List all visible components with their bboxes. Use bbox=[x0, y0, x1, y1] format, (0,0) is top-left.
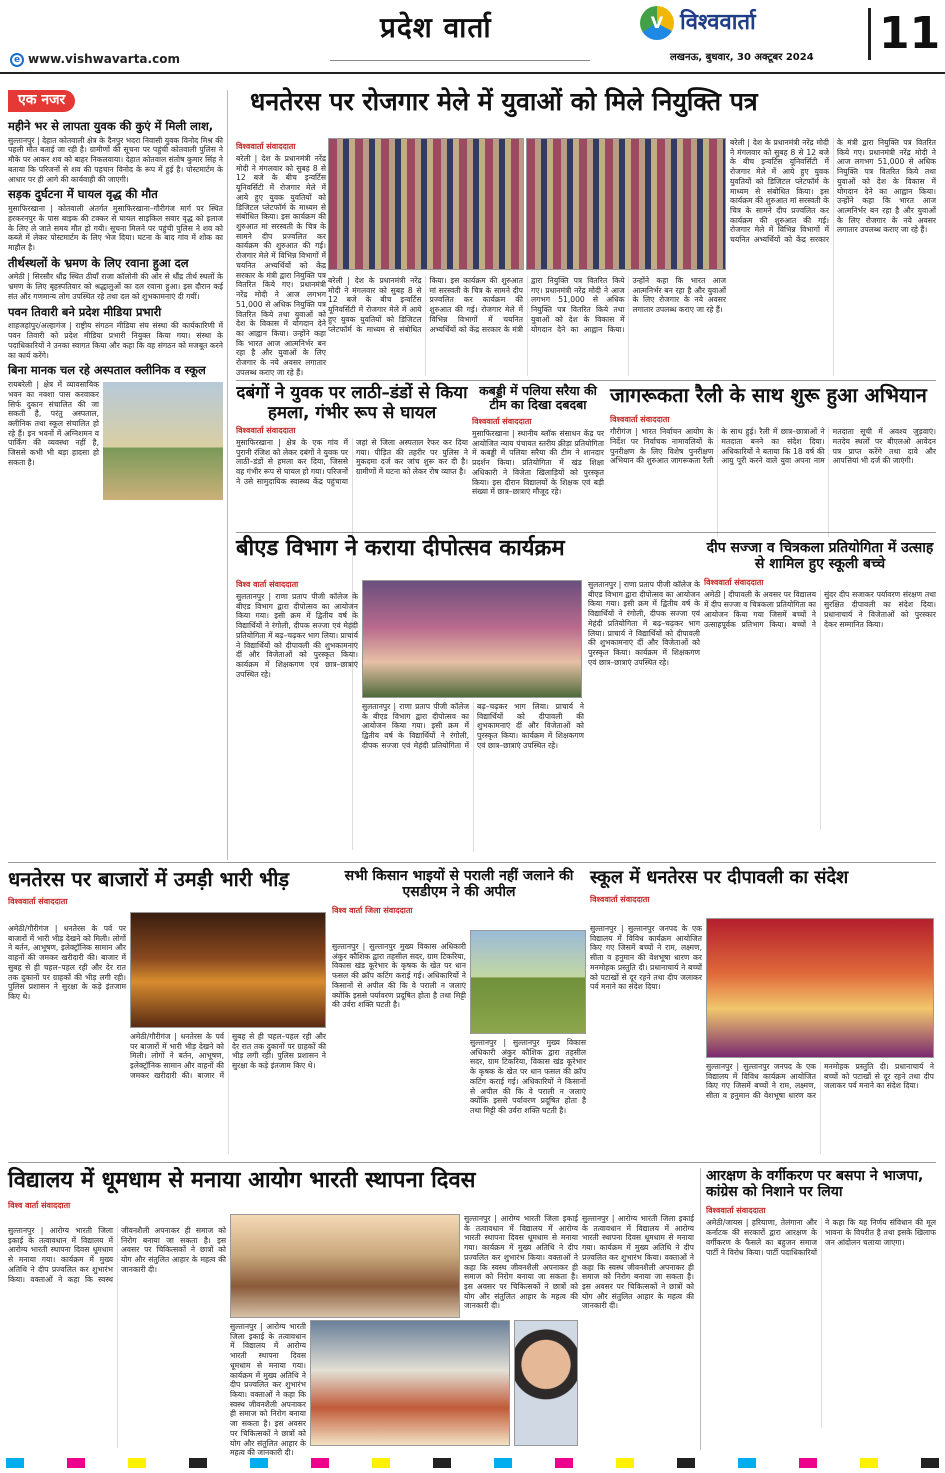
story-school-text-cont: सुल्तानपुर | सुल्तानपुर जनपद के एक विद्यालय में विविध कार्यक्रम आयोजित किए गए जिसमें बच्चों ने राम, लक्ष्मण, सीता व हनुमान की वेशभूषा धारण कर मनमोहक प्रस्तुति दी। प्रधानाचार्य ने बच्चों को पटाखों से दूर रहने तथा दीप जलाकर पर्व मनाने का संदेश दिया। bbox=[706, 1062, 934, 1101]
story-text: अमेठी | दीपावली के अवसर पर विद्यालय में दीप सज्जा व चित्रकला प्रतियोगिता का आयोजन किया गया जिसमें बच्चों ने उत्साहपूर्वक प्रतिभाग किया। बच्चों ने सुंदर दीप सजाकर पर्यावरण संरक्षण तथा सुरक्षित दीपावली का संदेश दिया। प्रधानाचार्य ने विजेताओं को पुरस्कार देकर सम्मानित किया। bbox=[704, 590, 936, 629]
section-divider bbox=[330, 60, 590, 61]
story-bed-text: सुलतानपुर | राणा प्रताप पीजी कॉलेज के बीएड विभाग द्वारा दीपोत्सव का आयोजन किया गया। इसी क्रम में द्वितीय वर्ष के विद्यार्थियों ने रंगोली, दीपक सज्जा एवं मेहंदी प्रतियोगिता में बढ़–चढ़कर भाग लिया। प्राचार्य ने विद्यार्थियों को दीपावली की शुभकामनाएं दीं और विजेताओं को पुरस्कृत किया। कार्यक्रम में शिक्षकगण एवं छात्र–छात्राएं उपस्थित रहे। bbox=[236, 592, 359, 679]
job-fair-queue-photo bbox=[526, 138, 726, 270]
story-headline: आरक्षण के वर्गीकरण पर बसपा ने भाजपा, कांग्रेस को निशाने पर लिया bbox=[706, 1168, 924, 1201]
hospital-building-photo bbox=[103, 382, 223, 500]
story-ayog-text: सुल्तानपुर | आरोग्य भारती जिला इकाई के तत्वावधान में विद्यालय में आरोग्य भारती स्थापना दिवस धूमधाम से मनाया गया। कार्यक्रम में मुख्य अतिथि ने दीप प्रज्वलित कर शुभारंभ किया। वक्ताओं ने कहा कि स्वस्थ जीवनशैली अपनाकर ही समाज को निरोग बनाया जा सकता है। इस अवसर पर चिकित्सकों ने छात्रों को योग और संतुलित आहार के महत्व की जानकारी दी। bbox=[8, 1226, 226, 1284]
magenta-swatch bbox=[555, 1458, 573, 1468]
speaker-portrait-photo bbox=[514, 1320, 578, 1446]
story-byline: विश्व वार्ता संवाददाता bbox=[8, 1201, 71, 1211]
story-text: मुसाफिरखाना | स्थानीय ब्लॉक संसाधन केंद्र पर आयोजित न्याय पंचायत स्तरीय क्रीड़ा प्रतियोगिता में कबड्डी में पलिया सरैया की टीम ने शानदार प्रदर्शन किया। प्रतियोगिता में खंड शिक्षा अधिकारी ने विजेता खिलाड़ियों को पुरस्कृत किया। इस दौरान विद्यालयों के शिक्षक एवं बड़ी संख्या में छात्र–छात्राएं मौजूद रहे। bbox=[472, 428, 604, 497]
ek-najar-label: एक नजर bbox=[8, 90, 75, 112]
magenta-swatch bbox=[67, 1458, 85, 1468]
page-number: 11 bbox=[868, 8, 940, 60]
cyan-swatch bbox=[494, 1458, 512, 1468]
story-text: अमेठी/जायस | हरियाणा, तेलंगाना और कर्नाटक की सरकारों द्वारा आरक्षण के वर्गीकरण के फैसले का बहुजन समाज पार्टी ने विरोध किया। पार्टी पदाधिकारियों ने कहा कि यह निर्णय संविधान की मूल भावना के विपरीत है तथा इसके खिलाफ जन आंदोलन चलाया जाएगा। bbox=[706, 1218, 936, 1257]
story-headline: बीएड विभाग ने कराया दीपोत्सव कार्यक्रम bbox=[236, 536, 565, 561]
sidebar-story bbox=[8, 188, 223, 252]
story-byline: विश्व वार्ता जिला संवाददाता bbox=[332, 906, 413, 916]
story-headline: दीप सज्जा व चित्रकला प्रतियोगिता में उत्साह से शामिल हुए स्कूली बच्चे bbox=[706, 540, 934, 573]
sidebar-headline: पवन तिवारी बने प्रदेश मीडिया प्रभारी bbox=[8, 304, 162, 319]
story-headline: सभी किसान भाइयों से पराली नहीं जलाने की एसडीएम ने की अपील bbox=[344, 868, 574, 901]
page-header bbox=[0, 0, 945, 74]
crop-cutting-field-photo bbox=[470, 930, 586, 1034]
sidebar-text: रायबरेली | क्षेत्र में व्यावसायिक भवन का नक्शा पास करवाकर सिर्फ दुकान संचालित की जा सकती है, परंतु अस्पताल, क्लीनिक तथा स्कूल संचालित हो रहे हैं। इन भवनों में अग्निशमन व पार्किंग की व्यवस्था नहीं है, जिससे कभी भी बड़ा हादसा हो सकता है। bbox=[8, 380, 99, 467]
story-headline: कबड्डी में पलिया सरैया की टीम का दिखा दबदबा bbox=[479, 383, 597, 413]
story-headline: धनतेरस पर बाजारों में उमड़ी भारी भीड़ bbox=[8, 867, 290, 891]
print-registration-strip bbox=[0, 1452, 945, 1473]
sidebar-headline: बिना मानक चल रहे अस्पताल क्लीनिक व स्कूल bbox=[8, 363, 206, 378]
story-byline: विश्ववार्ता संवाददाता bbox=[610, 415, 670, 424]
story-bed-byline bbox=[236, 580, 358, 592]
story-ayog-text-top: सुल्तानपुर | आरोग्य भारती जिला इकाई के तत्वावधान में विद्यालय में आरोग्य भारती स्थापना दिवस धूमधाम से मनाया गया। कार्यक्रम में मुख्य अतिथि ने दीप प्रज्वलित कर शुभारंभ किया। वक्ताओं ने कहा कि स्वस्थ जीवनशैली अपनाकर ही समाज को निरोग बनाया जा सकता है। इस अवसर पर चिकित्सकों ने छात्रों को योग और संतुलित आहार के महत्व की जानकारी दी। bbox=[464, 1214, 578, 1311]
story-arakshan bbox=[706, 1168, 936, 1450]
story-headline: विद्यालय में धूमधाम से मनाया आयोग भारती स्थापना दिवस bbox=[8, 1168, 476, 1193]
job-fair-crowd-photo bbox=[328, 138, 524, 270]
site-url-text: www.vishwavarta.com bbox=[28, 52, 180, 66]
yellow-swatch bbox=[128, 1458, 146, 1468]
dateline: लखनऊ, बुधवार, 30 अक्टूबर 2024 bbox=[670, 52, 814, 63]
story-headline: जागरूकता रैली के साथ शुरू हुआ अभियान bbox=[610, 383, 927, 407]
sidebar-headline: तीर्थस्थलों के भ्रमण के लिए रवाना हुआ दल bbox=[8, 255, 189, 270]
story-bed-text-right: सुलतानपुर | राणा प्रताप पीजी कॉलेज के बीएड विभाग द्वारा दीपोत्सव का आयोजन किया गया। इसी क्रम में द्वितीय वर्ष के विद्यार्थियों ने रंगोली, दीपक सज्जा एवं मेहंदी प्रतियोगिता में बढ़–चढ़कर भाग लिया। प्राचार्य ने विद्यार्थियों को दीपावली की शुभकामनाएं दीं और विजेताओं को पुरस्कृत किया। कार्यक्रम में शिक्षकगण एवं छात्र–छात्राएं उपस्थित रहे। bbox=[588, 580, 700, 667]
magenta-swatch bbox=[311, 1458, 329, 1468]
sidebar-text: सुल्तानपुर | देहात कोतवाली क्षेत्र के दैनपुर भदरा निवासी युवक विनोद मिश्र की पहली मौत बताई जा रही है। ग्रामीणों की सूचना पर पहुंची कोतवाली पुलिस ने मौके पर आकर शव को बाहर निकलवाया। देहात कोतवाल संतोष कुमार सिंह ने बताया कि परिजनों से शव की पहचान विनोद के रूप में हुई है। पोस्टमार्टम के आधार पर ही आगे की कार्यवाही की जाएगी। bbox=[8, 135, 223, 184]
story-byline: विश्ववार्ता संवाददाता bbox=[590, 894, 650, 904]
story-deep bbox=[704, 540, 936, 856]
story-headline: दबंगों ने युवक पर लाठी–डंडों से किया हमला, गंभीर रूप से घायल bbox=[236, 383, 468, 423]
magenta-swatch bbox=[799, 1458, 817, 1468]
divider bbox=[236, 380, 936, 381]
ayog-stage-photo bbox=[310, 1320, 510, 1446]
story-headline: स्कूल में धनतेरस पर दीपावली का संदेश bbox=[590, 867, 849, 888]
divider bbox=[236, 532, 936, 533]
story-byline: विश्ववार्ता संवाददाता bbox=[472, 416, 532, 426]
story-byline: विश्ववार्ता संवाददाता bbox=[704, 578, 764, 588]
story-bazaar-text: अमेठी/गौरीगंज | धनतेरस के पर्व पर बाजारों में भारी भीड़ देखने को मिली। लोगों ने बर्तन, आभूषण, इलेक्ट्रॉनिक सामान और वाहनों की जमकर खरीदारी की। बाजार में सुबह से ही चहल–पहल रही और देर रात तक दुकानों पर ग्राहकों की भीड़ लगी रही। पुलिस प्रशासन ने सुरक्षा के कड़े इंतजाम किए थे। bbox=[8, 924, 126, 1002]
black-swatch bbox=[677, 1458, 695, 1468]
section-title: प्रदेश वार्ता bbox=[380, 11, 492, 44]
ek-najar-sidebar bbox=[8, 90, 228, 860]
sidebar-headline: महीने भर से लापता युवक की कुएं में मिली लाश, bbox=[8, 118, 214, 133]
black-swatch bbox=[921, 1458, 939, 1468]
story-rozgar-text-cont: बरेली | देश के प्रधानमंत्री नरेंद्र मोदी ने मंगलवार को सुबह 8 से 12 बजे के बीच इन्वर्टिस यूनिवर्सिटी में रोजगार मेले में आये हुए युवक युवतियों को डिजिटल प्लेटफॉर्म के माध्यम से संबोधित किया। इस कार्यक्रम की शुरुआत मां सरस्वती के चित्र के सामने दीप प्रज्वलित कर कार्यक्रम की शुरुआत की गई। रोजगार मेले में विभिन्न विभागों में चयनित अभ्यर्थियों को केंद्र सरकार के मंत्री द्वारा नियुक्ति पत्र वितरित किये गए। प्रधानमंत्री नरेंद्र मोदी ने आज लगभग 51,000 से अधिक नियुक्ति पत्र वितरित किये तथा युवाओं को देश के विकास में योगदान देने का आह्वान किया। उन्होंने कहा कि भारत आज आत्मनिर्भर बन रहा है और युवाओं के लिए रोजगार के नये अवसर लगातार उपलब्ध कराए जा रहे हैं। bbox=[328, 276, 726, 334]
sidebar-headline: सड़क दुर्घटना में घायल वृद्ध की मौत bbox=[8, 187, 158, 202]
divider bbox=[8, 862, 936, 863]
story-headline: धनतेरस पर रोजगार मेले में युवाओं को मिले नियुक्ति पत्र bbox=[250, 87, 758, 116]
divider-vertical bbox=[700, 1168, 701, 1450]
story-byline: विश्ववार्ता संवाददाता bbox=[236, 426, 296, 435]
story-ayog-text-right: सुल्तानपुर | आरोग्य भारती जिला इकाई के तत्वावधान में विद्यालय में आरोग्य भारती स्थापना दिवस धूमधाम से मनाया गया। कार्यक्रम में मुख्य अतिथि ने दीप प्रज्वलित कर शुभारंभ किया। वक्ताओं ने कहा कि स्वस्थ जीवनशैली अपनाकर ही समाज को निरोग बनाया जा सकता है। इस अवसर पर चिकित्सकों ने छात्रों को योग और संतुलित आहार के महत्व की जानकारी दी। bbox=[582, 1214, 694, 1311]
ayog-event-hall-photo bbox=[230, 1214, 460, 1318]
divider bbox=[8, 1162, 936, 1163]
story-parali-text: सुल्तानपुर | सुल्तानपुर मुख्य विकास अधिकारी अंकुर कौशिक द्वारा तहसील सदर, ग्राम टिकरिया, विकास खंड कूरेभार के कृषक के खेत पर धान फसल की क्रॉप कटिंग कराई गई। अधिकारियों ने किसानों से अपील की कि वे पराली न जलाएं क्योंकि इससे पर्यावरण प्रदूषित होता है तथा मिट्टी की उर्वरा शक्ति घटती है। bbox=[332, 942, 466, 1010]
story-byline: विश्व वार्ता संवाददाता bbox=[236, 580, 299, 589]
sidebar-story bbox=[8, 364, 223, 467]
story-rozgar-text-right: बरेली | देश के प्रधानमंत्री नरेंद्र मोदी ने मंगलवार को सुबह 8 से 12 बजे के बीच इन्वर्टिस यूनिवर्सिटी में रोजगार मेले में आये हुए युवक युवतियों को डिजिटल प्लेटफॉर्म के माध्यम से संबोधित किया। इस कार्यक्रम की शुरुआत मां सरस्वती के चित्र के सामने दीप प्रज्वलित कर कार्यक्रम की शुरुआत की गई। रोजगार मेले में विभिन्न विभागों में चयनित अभ्यर्थियों को केंद्र सरकार के मंत्री द्वारा नियुक्ति पत्र वितरित किये गए। प्रधानमंत्री नरेंद्र मोदी ने आज लगभग 51,000 से अधिक नियुक्ति पत्र वितरित किये तथा युवाओं को देश के विकास में योगदान देने का आह्वान किया। उन्होंने कहा कि भारत आज आत्मनिर्भर बन रहा है और युवाओं के लिए रोजगार के नये अवसर लगातार उपलब्ध कराए जा रहे हैं। bbox=[730, 138, 936, 245]
sidebar-story bbox=[8, 257, 223, 302]
sidebar-story bbox=[8, 306, 223, 361]
story-text: गौरीगंज | भारत निर्वाचन आयोग के निर्देश पर निर्वाचक नामावलियों के पुनरीक्षण के लिए विशेष पुनरीक्षण अभियान की शुरुआत जागरूकता रैली के साथ हुई। रैली में छात्र–छात्राओं ने मतदाता बनने का संदेश दिया। अधिकारियों ने बताया कि 18 वर्ष की आयु पूरी करने वाले युवा अपना नाम मतदाता सूची में अवश्य जुड़वाएं। मतदेय स्थलों पर बीएलओ आवेदन पत्र प्राप्त करेंगे तथा दावे और आपत्तियां भी दर्ज की जाएंगी। bbox=[610, 427, 936, 466]
story-byline: विश्ववार्ता संवाददाता bbox=[8, 897, 68, 906]
black-swatch bbox=[433, 1458, 451, 1468]
cyan-swatch bbox=[738, 1458, 756, 1468]
brand-name: विश्ववार्ता bbox=[680, 9, 756, 35]
cyan-swatch bbox=[6, 1458, 24, 1468]
children-ram-costume-photo bbox=[706, 918, 934, 1058]
black-swatch bbox=[189, 1458, 207, 1468]
deepotsav-group-photo bbox=[362, 580, 582, 698]
story-parali-text-cont: सुल्तानपुर | सुल्तानपुर मुख्य विकास अधिकारी अंकुर कौशिक द्वारा तहसील सदर, ग्राम टिकरिया, विकास खंड कूरेभार के कृषक के खेत पर धान फसल की क्रॉप कटिंग कराई गई। अधिकारियों ने किसानों से अपील की कि वे पराली न जलाएं क्योंकि इससे पर्यावरण प्रदूषित होता है तथा मिट्टी की उर्वरा शक्ति घटती है। bbox=[470, 1038, 586, 1116]
sidebar-text: शाहजहांपुर/अल्हागंज | राष्ट्रीय संगठन मीडिया संघ संस्था की कार्यकारिणी में पवन तिवारी को प्रदेश मीडिया प्रभारी नियुक्त किया गया। संस्था के पदाधिकारियों ने उनका स्वागत किया और कहा कि वह संगठन को मजबूत करने का कार्य करेंगे। bbox=[8, 321, 223, 360]
sidebar-text: मुसाफिरखाना | कोतवाली अंतर्गत मुसाफिरखाना–गौरीगंज मार्ग पर स्थित हरकरनपुर के पास बाइक की टक्कर से घायल साइकिल सवार वृद्ध को इलाज के लिए ले जाते समय मौत हो गयी। सूचना मिलने पर पहुंची पुलिस ने शव को कब्जे में लेकर पोस्टमार्टम के लिए भेज दिया। घटना के बाद गांव में शोक का माहौल है। bbox=[8, 204, 223, 252]
yellow-swatch bbox=[372, 1458, 390, 1468]
story-school-text: सुल्तानपुर | सुल्तानपुर जनपद के एक विद्यालय में विविध कार्यक्रम आयोजित किए गए जिसमें बच्चों ने राम, लक्ष्मण, सीता व हनुमान की वेशभूषा धारण कर मनमोहक प्रस्तुति दी। प्रधानाचार्य ने बच्चों को पटाखों से दूर रहने तथा दीप जलाकर पर्व मनाने का संदेश दिया। bbox=[590, 924, 702, 992]
sidebar-story bbox=[8, 120, 223, 184]
cyan-swatch bbox=[250, 1458, 268, 1468]
story-ayog-text-cont: सुल्तानपुर | आरोग्य भारती जिला इकाई के तत्वावधान में विद्यालय में आरोग्य भारती स्थापना दिवस धूमधाम से मनाया गया। कार्यक्रम में मुख्य अतिथि ने दीप प्रज्वलित कर शुभारंभ किया। वक्ताओं ने कहा कि स्वस्थ जीवनशैली अपनाकर ही समाज को निरोग बनाया जा सकता है। इस अवसर पर चिकित्सकों ने छात्रों को योग और संतुलित आहार के महत्व की जानकारी दी। bbox=[230, 1322, 306, 1458]
story-rozgar-text: बरेली | देश के प्रधानमंत्री नरेंद्र मोदी ने मंगलवार को सुबह 8 से 12 बजे के बीच इन्वर्टिस यूनिवर्सिटी में रोजगार मेले में आये हुए युवक युवतियों को डिजिटल प्लेटफॉर्म के माध्यम से संबोधित किया। इस कार्यक्रम की शुरुआत मां सरस्वती के चित्र के सामने दीप प्रज्वलित कर कार्यक्रम की शुरुआत की गई। रोजगार मेले में विभिन्न विभागों में चयनित अभ्यर्थियों को केंद्र सरकार के मंत्री द्वारा नियुक्ति पत्र वितरित किये गए। प्रधानमंत्री नरेंद्र मोदी ने आज लगभग 51,000 से अधिक नियुक्ति पत्र वितरित किये तथा युवाओं को देश के विकास में योगदान देने का आह्वान किया। उन्होंने कहा कि भारत आज आत्मनिर्भर बन रहा है और युवाओं के लिए रोजगार के नये अवसर लगातार उपलब्ध कराए जा रहे हैं। bbox=[236, 154, 326, 377]
story-bazaar-text-cont: अमेठी/गौरीगंज | धनतेरस के पर्व पर बाजारों में भारी भीड़ देखने को मिली। लोगों ने बर्तन, आभूषण, इलेक्ट्रॉनिक सामान और वाहनों की जमकर खरीदारी की। बाजार में सुबह से ही चहल–पहल रही और देर रात तक दुकानों पर ग्राहकों की भीड़ लगी रही। पुलिस प्रशासन ने सुरक्षा के कड़े इंतजाम किए थे। bbox=[130, 1032, 326, 1080]
brand-logo bbox=[640, 6, 756, 40]
yellow-swatch bbox=[860, 1458, 878, 1468]
story-byline: विश्ववार्ता संवाददाता bbox=[706, 1206, 766, 1216]
browser-e-icon: e bbox=[10, 53, 24, 67]
story-bed-text-cont: सुलतानपुर | राणा प्रताप पीजी कॉलेज के बीएड विभाग द्वारा दीपोत्सव का आयोजन किया गया। इसी क्रम में द्वितीय वर्ष के विद्यार्थियों ने रंगोली, दीपक सज्जा एवं मेहंदी प्रतियोगिता में बढ़–चढ़कर भाग लिया। प्राचार्य ने विद्यार्थियों को दीपावली की शुभकामनाएं दीं और विजेताओं को पुरस्कृत किया। कार्यक्रम में शिक्षकगण एवं छात्र–छात्राएं उपस्थित रहे। bbox=[362, 702, 584, 750]
sidebar-text: अमेठी | सिरसौर धौंद्र स्थित ठीयाँ राजा कॉलोनी की ओर से धौंद्र तीर्थ स्थलों के भ्रमण के लिए बृहस्पतिवार को श्रद्धालुओं का दल रवाना हुआ। इस दौरान कई संत और गणमान्य लोग उपस्थित रहे तथा दल को शुभकामनाएं दी गयीं। bbox=[8, 272, 223, 301]
dhanteras-market-photo bbox=[130, 912, 326, 1028]
globe-logo-icon: V bbox=[640, 6, 674, 40]
site-url[interactable] bbox=[10, 52, 180, 67]
story-byline: विश्ववार्ता संवाददाता bbox=[236, 142, 296, 151]
yellow-swatch bbox=[616, 1458, 634, 1468]
story-dabang-byline bbox=[236, 426, 468, 438]
story-dabang-text: मुसाफिरखाना | क्षेत्र के एक गांव में पुरानी रंजिश को लेकर दबंगों ने युवक पर लाठी–डंडों से हमला कर दिया, जिससे वह गंभीर रूप से घायल हो गया। परिजनों ने उसे सामुदायिक स्वास्थ्य केंद्र पहुंचाया जहां से जिला अस्पताल रेफर कर दिया गया। पीड़ित की तहरीर पर पुलिस ने मुकदमा दर्ज कर जांच शुरू कर दी है। ग्रामीणों में घटना को लेकर रोष व्याप्त है। bbox=[236, 438, 468, 486]
